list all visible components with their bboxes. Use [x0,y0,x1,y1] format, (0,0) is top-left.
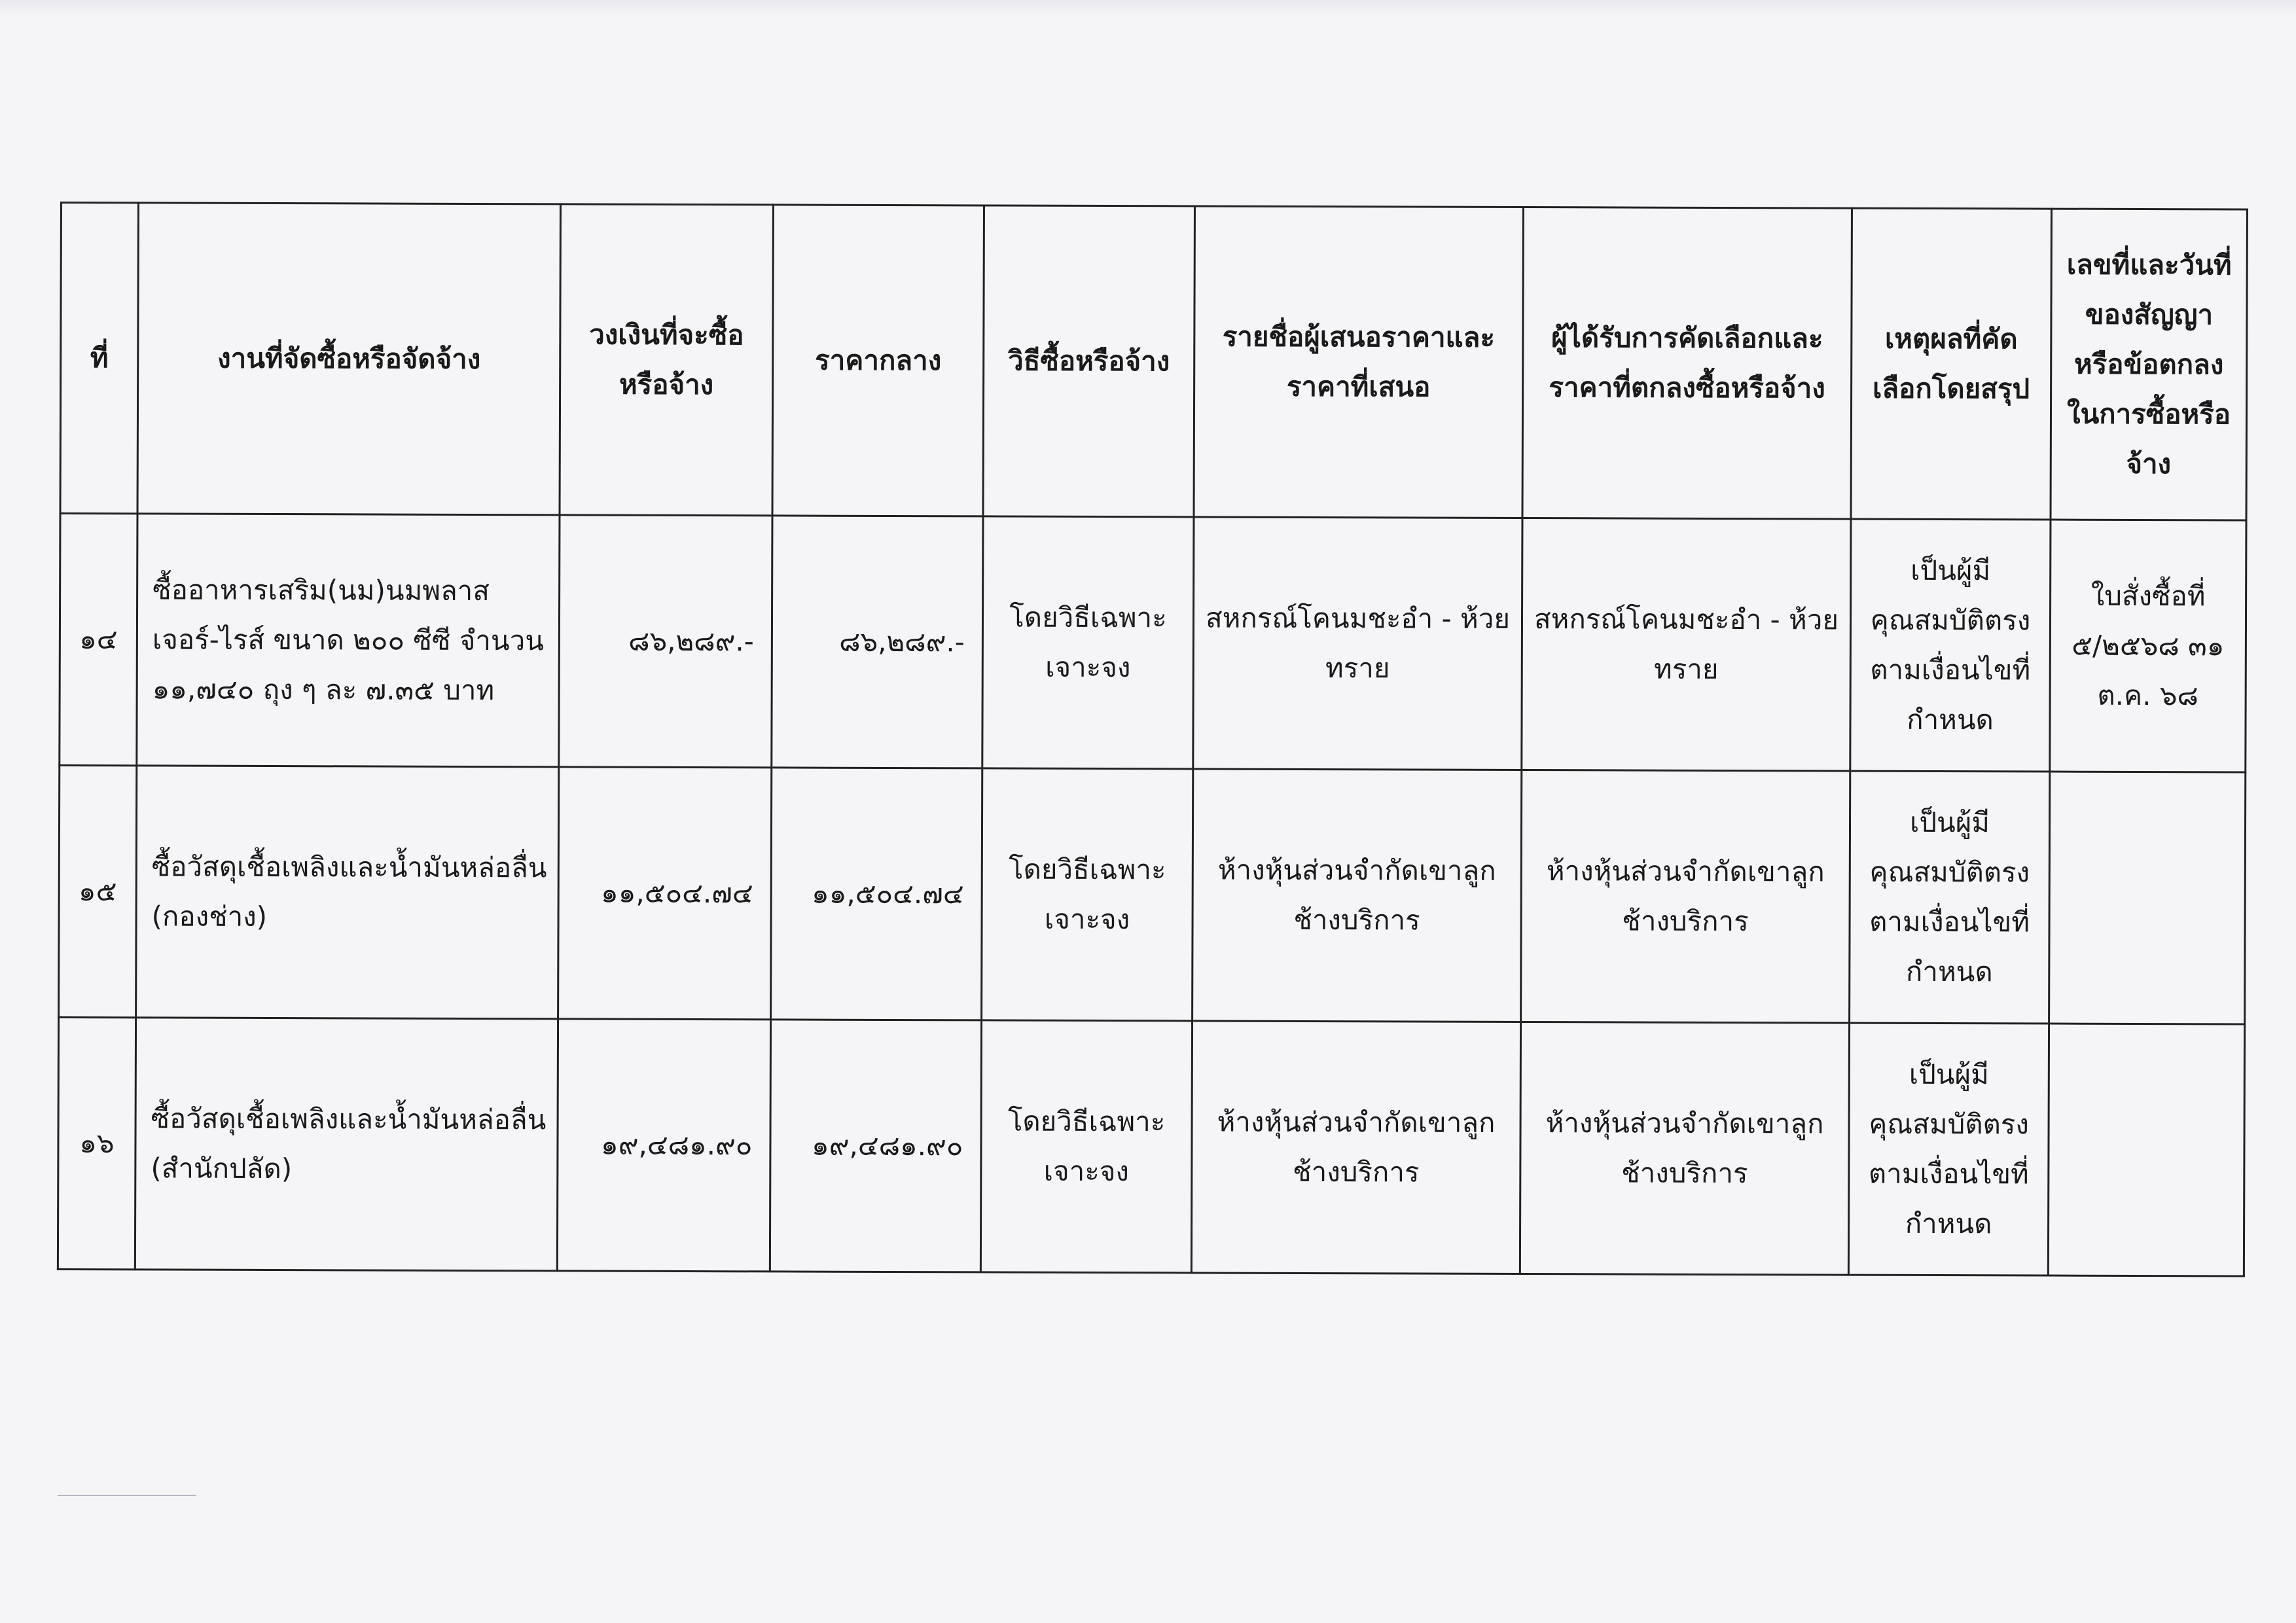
row-contract [2049,772,2246,1024]
row-contract: ใบสั่งซื้อที่ ๕/๒๕๖๘ ๓๑ ต.ค. ๖๘ [2050,520,2246,772]
row-method: โดยวิธีเฉพาะเจาะจง [982,768,1193,1021]
row-no: ๑๔ [60,514,137,766]
row-budget: ๑๙,๔๘๑.๙๐ [557,1019,770,1272]
row-contract [2048,1024,2244,1276]
row-median-price: ๑๙,๔๘๑.๙๐ [770,1020,981,1272]
row-bidders: ห้างหุ้นส่วนจำกัดเขาลูกช้างบริการ [1193,769,1522,1022]
row-selected: ห้างหุ้นส่วนจำกัดเขาลูกช้างบริการ [1521,770,1850,1024]
header-budget: วงเงินที่จะซื้อหรือจ้าง [560,204,773,516]
row-reason: เป็นผู้มีคุณสมบัติตรงตามเงื่อนไขที่กำหนด [1850,771,2050,1024]
table-row [59,766,2246,1024]
row-median-price: ๑๑,๕๐๔.๗๔ [771,768,982,1020]
header-row [60,203,2247,520]
row-bidders: ห้างหุ้นส่วนจำกัดเขาลูกช้างบริการ [1191,1021,1520,1274]
row-no: ๑๕ [59,766,137,1018]
row-selected: ห้างหุ้นส่วนจำกัดเขาลูกช้างบริการ [1520,1022,1849,1275]
row-median-price: ๘๖,๒๘๙.- [772,516,983,768]
footnote-divider [58,1495,196,1496]
header-bidders: รายชื่อผู้เสนอราคาและราคาที่เสนอ [1194,206,1523,518]
row-work: ซื้อวัสดุเชื้อเพลิงและน้ำมันหล่อลื่น (กองช่าง) [136,766,559,1019]
row-budget: ๘๖,๒๘๙.- [559,515,772,768]
header-contract: เลขที่และวันที่ของสัญญาหรือข้อตกลงในการซื้อหรือจ้าง [2051,209,2247,520]
row-no: ๑๖ [58,1017,135,1269]
table-row [60,514,2246,772]
header-median-price: ราคากลาง [772,205,984,516]
row-selected: สหกรณ์โคนมชะอำ - ห้วยทราย [1522,518,1851,772]
header-method: วิธีซื้อหรือจ้าง [983,205,1194,517]
header-work: งานที่จัดซื้อหรือจัดจ้าง [137,203,560,515]
scan-edge-shade [0,0,2296,17]
row-work: ซื้อวัสดุเชื้อเพลิงและน้ำมันหล่อลื่น (สำนักปลัด) [135,1018,558,1271]
row-work: ซื้ออาหารเสริม(นม)นมพลาสเจอร์-ไรส์ ขนาด ๒๐๐ ซีซี จำนวน ๑๑,๗๔๐ ถุง ๆ ละ ๗.๓๕ บาท [137,514,560,767]
header-no: ที่ [60,203,138,514]
row-bidders: สหกรณ์โคนมชะอำ - ห้วยทราย [1193,517,1522,770]
row-method: โดยวิธีเฉพาะเจาะจง [980,1020,1192,1273]
header-selected: ผู้ได้รับการคัดเลือกและราคาที่ตกลงซื้อหรือจ้าง [1522,207,1852,520]
procurement-table [57,202,2248,1277]
row-reason: เป็นผู้มีคุณสมบัติตรงตามเงื่อนไขที่กำหนด [1850,519,2051,772]
row-reason: เป็นผู้มีคุณสมบัติตรงตามเงื่อนไขที่กำหนด [1848,1023,2049,1275]
row-budget: ๑๑,๕๐๔.๗๔ [558,767,772,1020]
header-reason: เหตุผลที่คัดเลือกโดยสรุป [1851,208,2051,520]
row-method: โดยวิธีเฉพาะเจาะจง [982,516,1194,769]
table-row [58,1017,2244,1275]
